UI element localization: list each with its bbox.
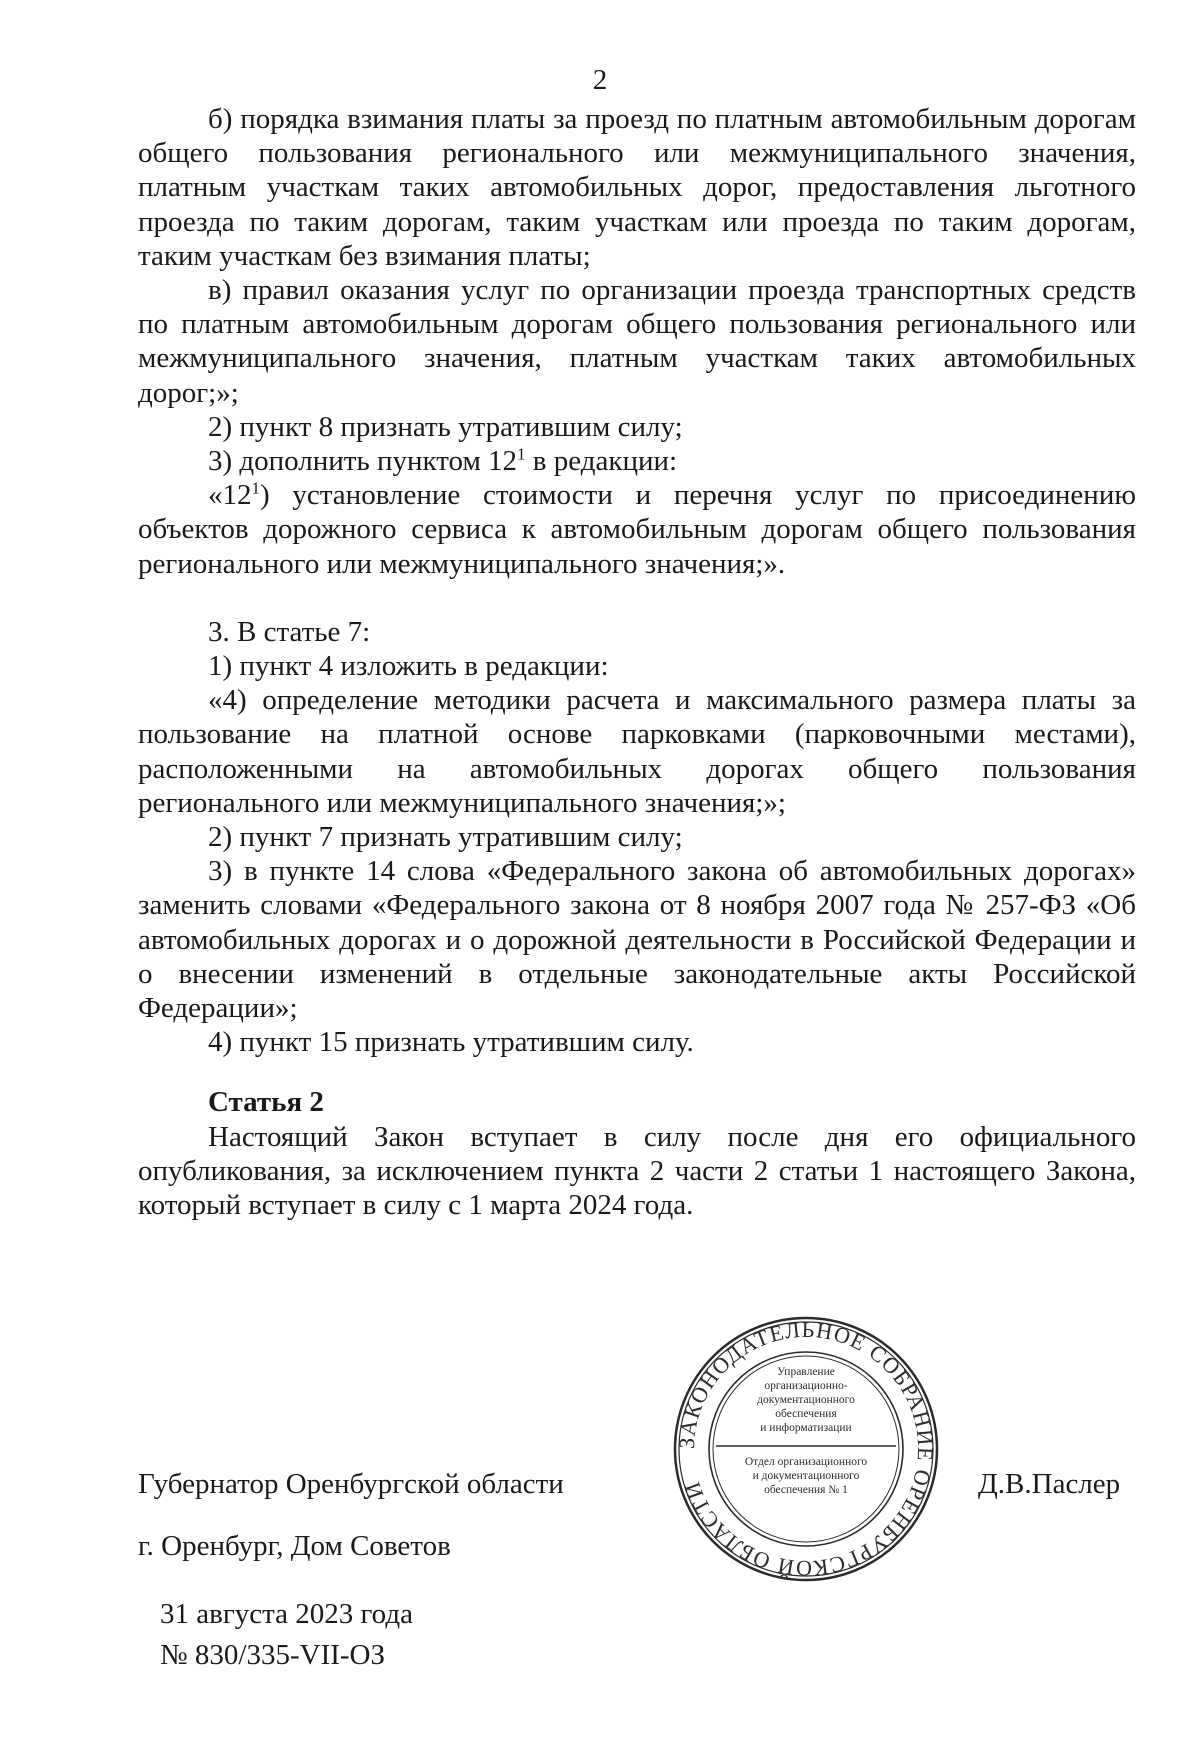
- spacer: [138, 581, 1136, 615]
- paragraph-v: в) правил оказания услуг по организации проезда транспортных средств по платным автомобильным дорогам общего пользования регионального или межмуниципального значения, платным участкам таких автомобильных дорог;»;: [138, 274, 1136, 409]
- signing-date: 31 августа 2023 года: [160, 1598, 413, 1630]
- quote-12-superscript: 1: [251, 478, 260, 498]
- quote-12-text: ) установление стоимости и перечня услуг по присоединению объектов дорожного сервиса к автомобильным дорогам общего пользования регионального или межмуниципального значения;».: [138, 479, 1136, 580]
- document-body: [138, 102, 1136, 1222]
- article-7-item-3: 3) в пункте 14 слова «Федерального закона об автомобильных дорогах» заменить словами «Федерального закона от 8 ноября 2007 года № 257-ФЗ «Об автомобильных дорогах и о дорожной деятельности в Российской Федерации и о внесении изменений в отдельные законодательные акты Российской Федерации»;: [138, 855, 1136, 1025]
- seal-line: и информатизации: [760, 1422, 852, 1434]
- item-3-superscript: 1: [517, 444, 526, 464]
- article-2-heading: Статья 2: [208, 1086, 324, 1119]
- page-number: 2: [592, 64, 608, 96]
- governor-name: Д.В.Паслер: [978, 1468, 1121, 1500]
- article-2-text: Настоящий Закон вступает в силу после дня его официального опубликования, за исключением пункта 2 части 2 статьи 1 настоящего Закона, который вступает в силу с 1 марта 2024 года.: [138, 1120, 1136, 1222]
- item-3-text-end: в редакции:: [525, 445, 678, 478]
- article-7-item-1: 1) пункт 4 изложить в редакции:: [208, 650, 609, 683]
- item-3-text: 3) дополнить пунктом 12: [208, 445, 518, 478]
- article-7-item-4: 4) пункт 15 признать утратившим силу.: [208, 1026, 694, 1059]
- seal-line: организационно-: [764, 1380, 848, 1392]
- paragraph-b: б) порядка взимания платы за проезд по платным автомобильным дорогам общего пользования регионального или межмуниципального значения, платным участкам таких автомобильных дорог, предоставления льготного проезда по таким дорогам, таким участкам или проезда по таким дорогам, таким участкам без взимания платы;: [138, 103, 1136, 272]
- quote-12: [138, 478, 1136, 581]
- seal-line: обеспечения: [775, 1408, 837, 1420]
- article-7-item-2: 2) пункт 7 признать утратившим силу;: [208, 821, 683, 854]
- quote-12-start: «12: [208, 479, 252, 512]
- spacer: [138, 1059, 1136, 1085]
- seal-line: Отдел организационного: [744, 1456, 868, 1468]
- item-2: 2) пункт 8 признать утратившим силу;: [208, 410, 683, 443]
- item-3: [138, 444, 1136, 478]
- seal-line: документационного: [757, 1394, 855, 1406]
- governor-title: Губернатор Оренбургской области: [138, 1468, 564, 1500]
- seal-ring-text: ЗАКОНОДАТЕЛЬНОЕ СОБРАНИЕ ОРЕНБУРГСКОЙ ОБЛАСТИ: [673, 1316, 939, 1582]
- article-7-quote-4: «4) определение методики расчета и максимального размера платы за пользование на платной основе парковками (парковочными местами), расположенными на автомобильных дорогах общего пользования регионального или межмуниципального значения;»;: [138, 684, 1136, 819]
- seal-line: и документационного: [752, 1470, 860, 1482]
- signing-place: г. Оренбург, Дом Советов: [138, 1530, 451, 1562]
- official-seal: [672, 1315, 940, 1583]
- seal-line: обеспечения № 1: [764, 1484, 848, 1496]
- article-7-heading: 3. В статье 7:: [208, 615, 371, 648]
- law-number: № 830/335-VII-ОЗ: [160, 1639, 386, 1671]
- seal-line: Управление: [777, 1366, 835, 1378]
